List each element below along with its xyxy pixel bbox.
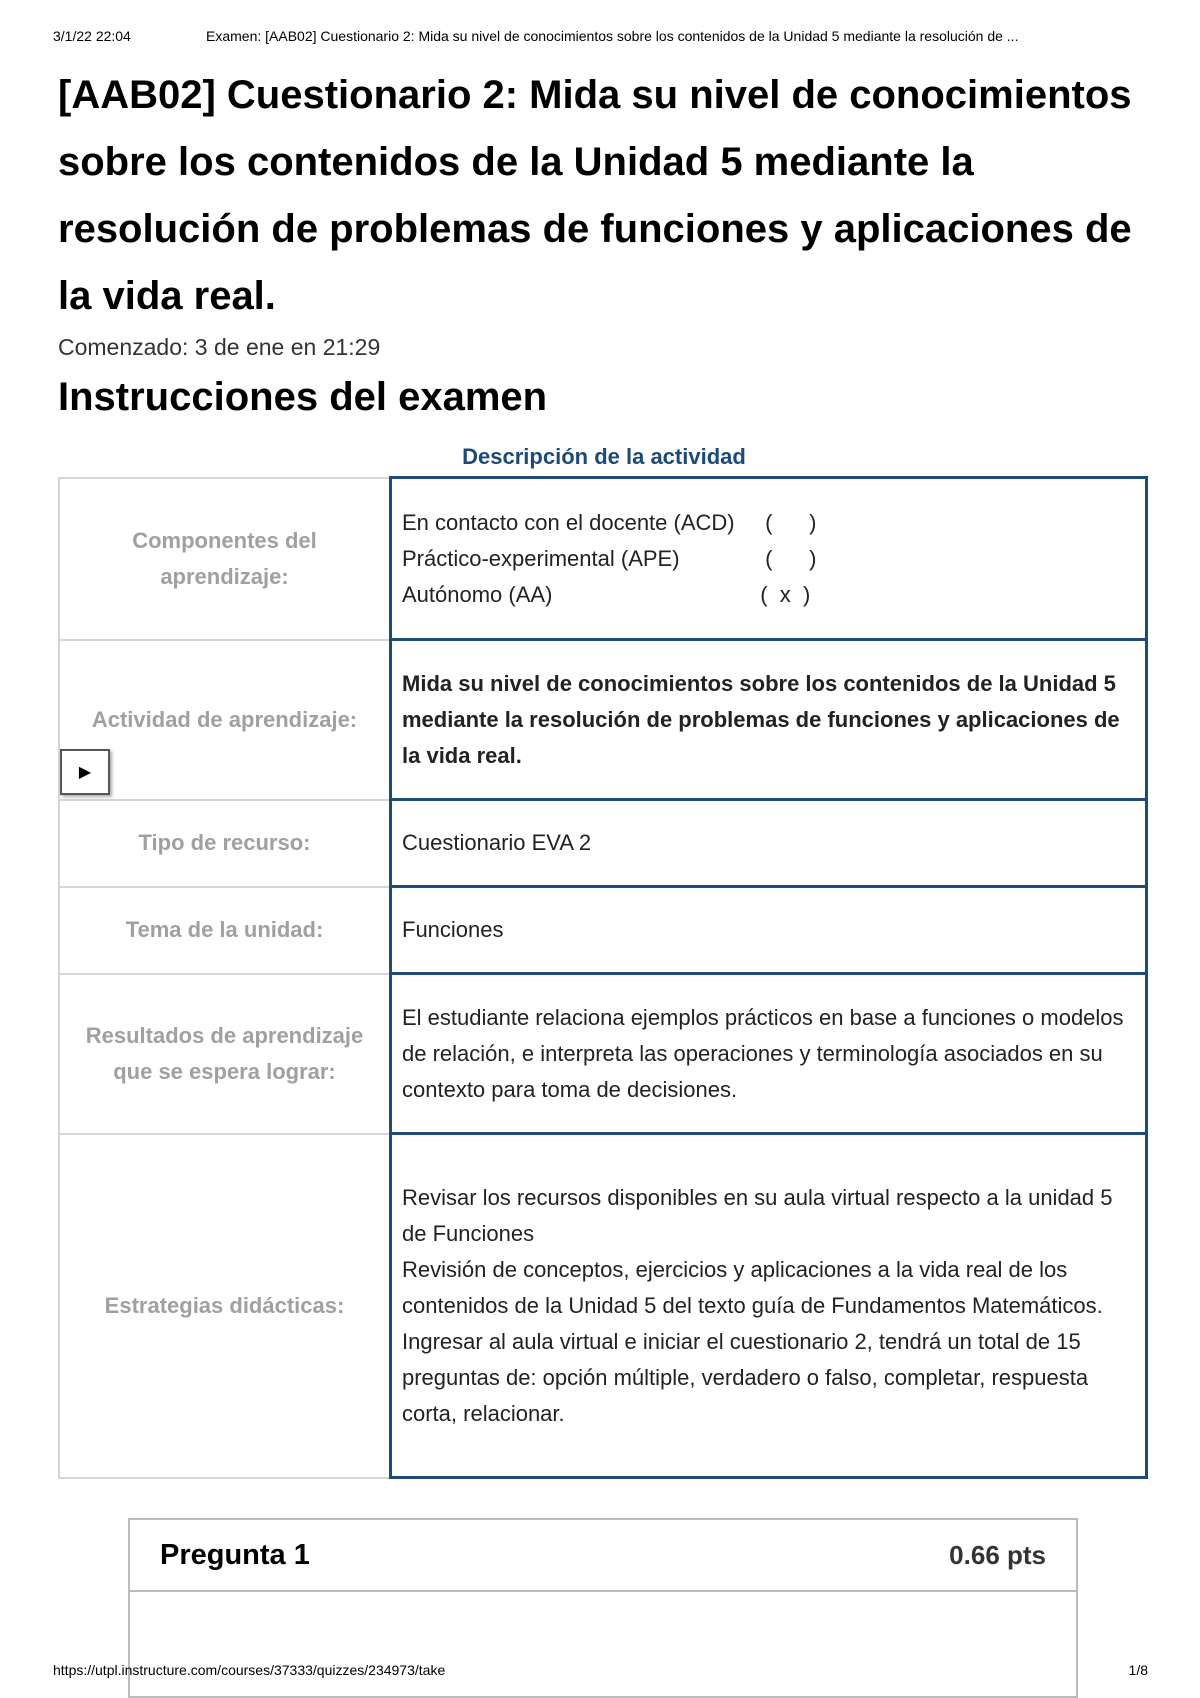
row-value-unit-topic: Funciones <box>391 887 1147 974</box>
row-label-resource-type: Tipo de recurso: <box>59 800 391 887</box>
strategy-line: Ingresar al aula virtual e iniciar el cuestionario 2, tendrá un total de 15 preguntas de: opción múltiple, verdadero o falso, completar, respuesta corta, relacionar. <box>402 1328 1089 1426</box>
print-header-title: Examen: [AAB02] Cuestionario 2: Mida su nivel de conocimientos sobre los contenidos de la Unidad 5 mediante la resolución de ... <box>206 28 1019 44</box>
table-row <box>59 887 1147 974</box>
instructions-heading: Instrucciones del examen <box>58 375 548 419</box>
row-label-learning-outcomes: Resultados de aprendizaje que se espera lograr: <box>59 974 391 1134</box>
row-value-resource-type: Cuestionario EVA 2 <box>391 800 1147 887</box>
row-label-activity <box>59 640 391 800</box>
row-label-strategies: Estrategias didácticas: <box>59 1134 391 1478</box>
row-value-components <box>391 478 1147 640</box>
started-timestamp: Comenzado: 3 de ene en 21:29 <box>58 334 381 360</box>
component-ape: Práctico-experimental (APE) ( ) <box>402 545 817 571</box>
row-label-unit-topic: Tema de la unidad: <box>59 887 391 974</box>
row-label-activity-text: Actividad de aprendizaje: <box>91 706 358 732</box>
strategy-line: Revisar los recursos disponibles en su aula virtual respecto a la unidad 5 de Funciones <box>402 1184 1113 1246</box>
page-title: [AAB02] Cuestionario 2: Mida su nivel de conocimientos sobre los contenidos de la Unidad 5 mediante la resolución de problemas de funciones y aplicaciones de la vida real. <box>58 73 1132 318</box>
row-value-learning-outcomes: El estudiante relaciona ejemplos prácticos en base a funciones o modelos de relación, e interpreta las operaciones y terminología asociados en su contexto para toma de decisiones. <box>391 974 1147 1134</box>
play-button[interactable] <box>60 749 110 795</box>
activity-table <box>58 476 1148 1479</box>
component-acd: En contacto con el docente (ACD) ( ) <box>402 509 817 535</box>
print-header-datetime: 3/1/22 22:04 <box>53 28 131 44</box>
row-value-activity: Mida su nivel de conocimientos sobre los contenidos de la Unidad 5 mediante la resolución de problemas de funciones y aplicaciones de la vida real. <box>391 640 1147 800</box>
table-row <box>59 478 1147 640</box>
row-label-components: Componentes del aprendizaje: <box>59 478 391 640</box>
table-row <box>59 1134 1147 1478</box>
activity-caption: Descripción de la actividad <box>462 444 746 469</box>
component-aa: Autónomo (AA) ( x ) <box>402 581 811 607</box>
table-row <box>59 640 1147 800</box>
table-row <box>59 800 1147 887</box>
print-footer-url: https://utpl.instructure.com/courses/37333/quizzes/234973/take <box>53 1662 446 1678</box>
table-row <box>59 974 1147 1134</box>
row-value-strategies <box>391 1134 1147 1478</box>
print-footer-page: 1/8 <box>1128 1662 1148 1678</box>
question-header <box>130 1520 1076 1592</box>
play-icon: ▶ <box>78 763 92 781</box>
question-title: Pregunta 1 <box>160 1538 310 1571</box>
strategy-line: Revisión de conceptos, ejercicios y aplicaciones a la vida real de los contenidos de la Unidad 5 del texto guía de Fundamentos Matemáticos. <box>402 1256 1103 1318</box>
question-points: 0.66 pts <box>949 1539 1046 1570</box>
